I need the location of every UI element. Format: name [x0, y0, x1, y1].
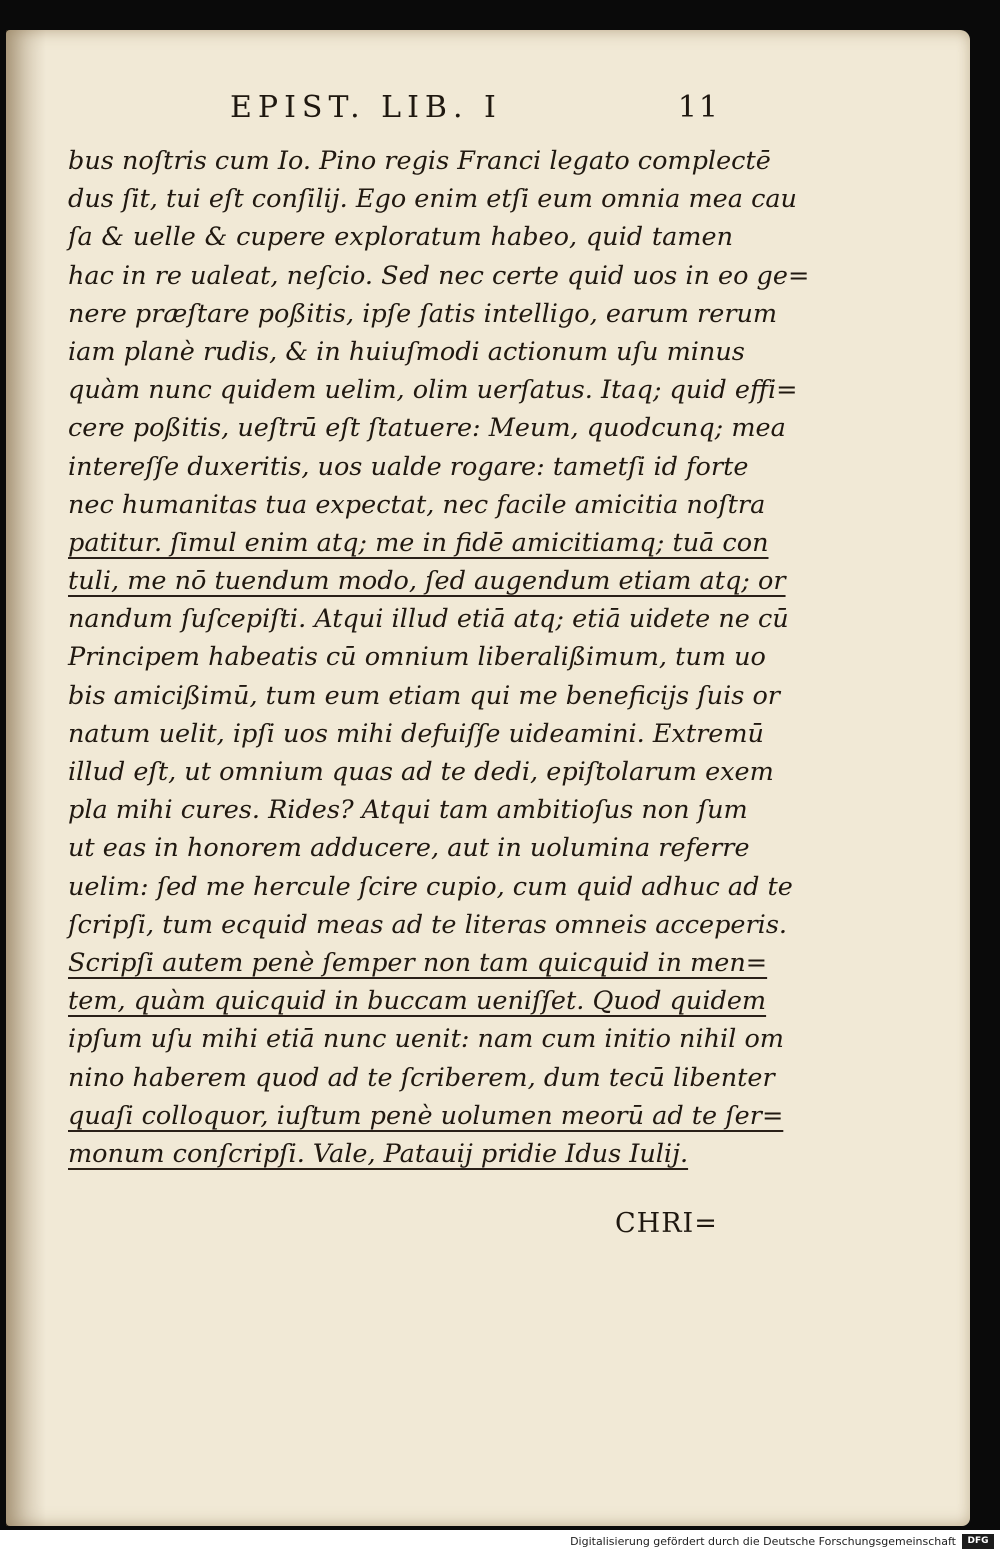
text-line-underlined: tem, quàm quicquid in buccam ueniſſet. Quod quidem — [68, 986, 767, 1017]
text-line: nino haberem quod ad te ſcriberem, dum tecū libenter — [68, 1062, 775, 1093]
text-line-underlined: quaſi colloquor, iuſtum penè uolumen meorū ad te ſer= — [68, 1100, 784, 1131]
text-line: nere præſtare poßitis, ipſe ſatis intelligo, earum rerum — [68, 298, 778, 329]
text-line: ipſum uſu mihi etiā nunc uenit: nam cum initio nihil om — [68, 1024, 784, 1055]
text-line: natum uelit, ipſi uos mihi defuiſſe uideamini. Extremū — [68, 718, 764, 749]
catchword: CHRI= — [615, 1208, 718, 1239]
text-line: uelim: ſed me hercule ſcire cupio, cum quid adhuc ad te — [68, 871, 793, 902]
page-number: 11 — [677, 90, 720, 125]
text-line: ut eas in honorem adducere, aut in uolumina referre — [68, 833, 750, 864]
text-line: nec humanitas tua expectat, nec facile amicitia noſtra — [68, 489, 766, 520]
text-block — [68, 142, 810, 1173]
text-line-underlined: monum conſcripſi. Vale, Patauij pridie Idus Iulij. — [68, 1138, 689, 1169]
dfg-logo: DFG — [962, 1534, 994, 1549]
text-line: intereſſe duxeritis, uos ualde rogare: tametſi id forte — [68, 451, 749, 482]
text-line-underlined: Scripſi autem penè ſemper non tam quicquid in men= — [68, 947, 768, 978]
text-line: nandum ſuſcepiſti. Atqui illud etiā atq; etiā uidete ne cū — [68, 604, 789, 635]
gutter-shadow — [6, 30, 46, 1526]
funding-credit: Digitalisierung gefördert durch die Deutsche Forschungsgemeinschaft — [570, 1535, 956, 1548]
page-header — [70, 90, 720, 134]
text-line: bis amicißimū, tum eum etiam qui me beneficijs ſuis or — [68, 680, 780, 711]
text-line: pla mihi cures. Rides? Atqui tam ambitioſus non ſum — [68, 795, 748, 826]
text-line: cere poßitis, ueſtrū eſt ſtatuere: Meum, quodcunq; mea — [68, 413, 786, 444]
text-line: bus noſtris cum Io. Pino regis Franci legato complectē — [68, 146, 771, 176]
text-line: hac in re ualeat, neſcio. Sed nec certe quid uos in eo ge= — [68, 260, 810, 291]
text-line: ſcripſi, tum ecquid meas ad te literas omneis acceperis. — [68, 909, 788, 940]
text-line-underlined: patitur. ſimul enim atq; me in fidē amicitiamq; tuā con — [68, 527, 769, 558]
text-line: illud eſt, ut omnium quas ad te dedi, epiſtolarum exem — [68, 757, 774, 787]
text-line: Principem habeatis cū omnium liberalißimum, tum uo — [68, 642, 766, 673]
text-line: ſa & uelle & cupere exploratum habeo, quid tamen — [68, 222, 733, 253]
text-line-underlined: tuli, me nō tuendum modo, ſed augendum etiam atq; or — [68, 566, 786, 597]
footer-bar — [0, 1530, 1000, 1556]
text-line: dus ſit, tui eſt conſilij. Ego enim etſi eum omnia mea cau — [68, 184, 797, 215]
text-line: iam planè rudis, & in huiuſmodi actionum uſu minus — [68, 336, 745, 367]
text-line: quàm nunc quidem uelim, olim uerſatus. Itaq; quid effi= — [68, 375, 798, 406]
running-head: EPIST. LIB. I — [230, 90, 502, 125]
